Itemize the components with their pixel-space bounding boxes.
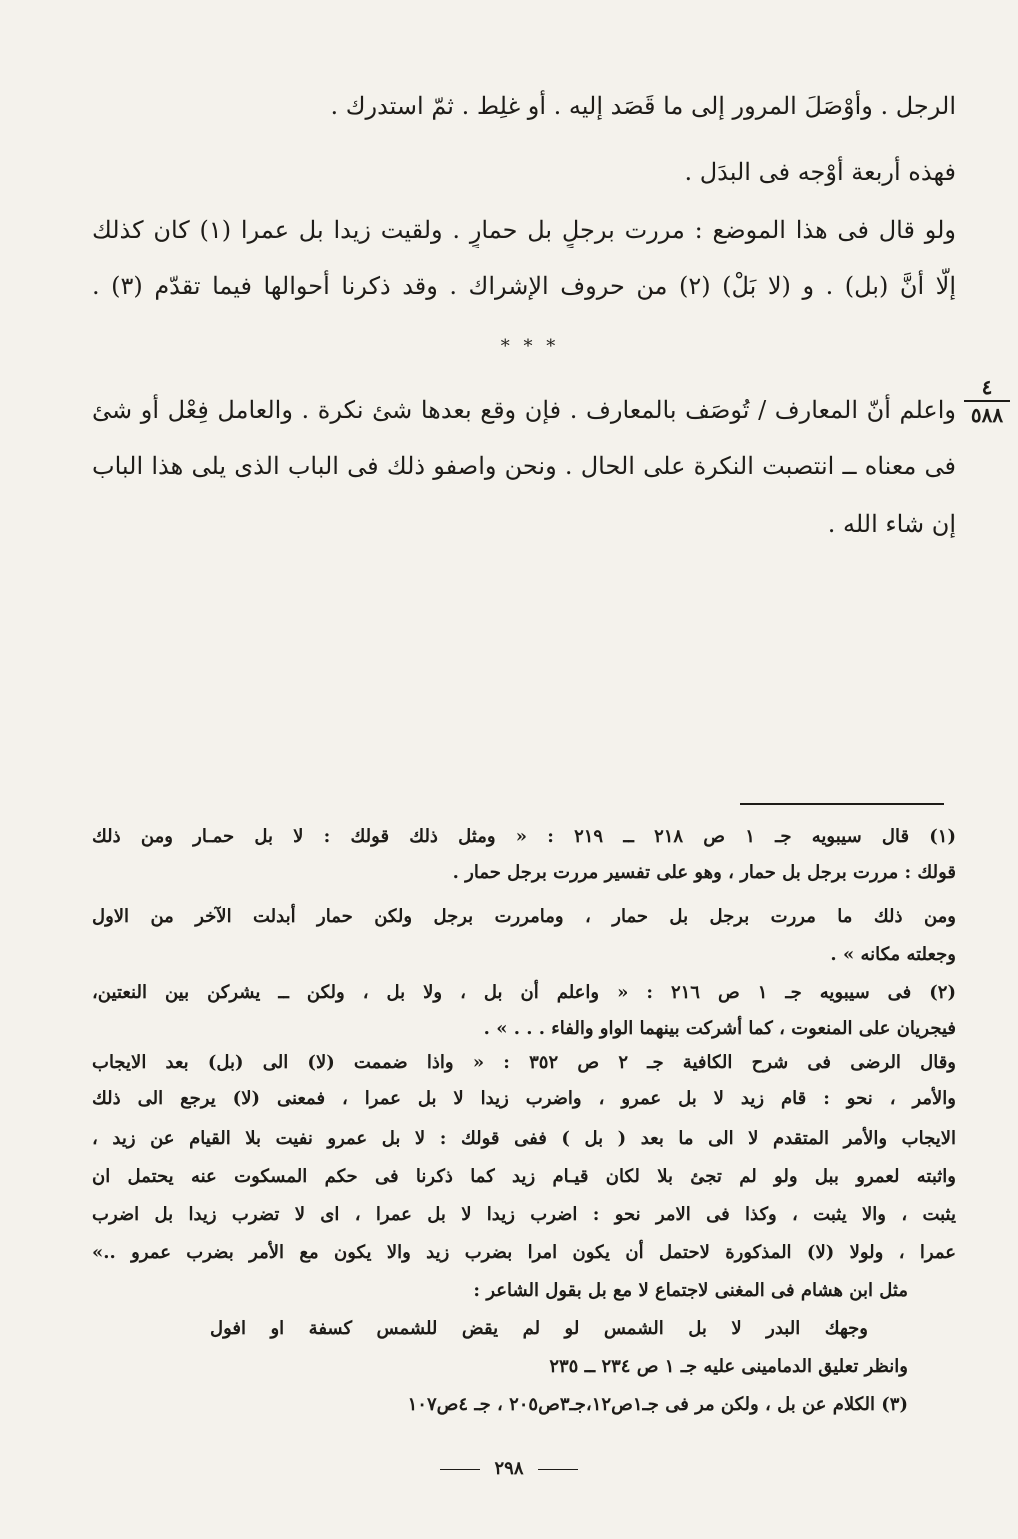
footnote-line: قولك : مررت برجل بل حمار ، وهو على تفسير مررت برجل حمار .	[452, 862, 956, 883]
footnote-line: (٣) الكلام عن بل ، ولكن مر فى جـ١ص١٢،جـ٣ص٢٠٥ ، جـ ٤ص١٠٧	[407, 1394, 908, 1415]
folio-dash	[440, 1469, 480, 1470]
main-line-2: فهذه أربعة أوْجه فى البدَل .	[684, 158, 956, 186]
footnote-line: (٢) فى سيبويه جـ ١ ص ٢١٦ : « واعلم أن بل ، ولا بل ، ولكن ــ يشركن بين النعتين،	[92, 982, 956, 1003]
footnote-rule	[740, 803, 944, 805]
footnote-line: (١) قال سيبويه جـ ١ ص ٢١٨ ــ ٢١٩ : « ومثل ذلك قولك : لا بل حمـار ومن ذلك	[92, 826, 956, 847]
main-line-4: إلّا أنَّ (بل) . و (لا بَلْ) (٢) من حروف الإشراك . وقد ذكرنا أحوالها فيما تقدّم (٣) .	[92, 272, 956, 300]
footnote-line: وجعلته مكانه » .	[830, 944, 956, 965]
margin-reference	[964, 374, 1010, 428]
footnote-line: والأمر ، نحو : قام زيد لا بل عمرو ، واضرب زيدا لا بل عمرا ، فمعنى (لا) يرجع الى ذلك	[92, 1088, 956, 1109]
folio-dash	[538, 1469, 578, 1470]
main-line-5: واعلم أنّ المعارف / تُوصَف بالمعارف . فإن وقع بعدها شئ نكرة . والعامل فِعْل أو شئ	[92, 396, 956, 424]
verse-hemistich-2: يقض للشمس كسفة او افول	[210, 1318, 499, 1339]
footnote-line: واثبته لعمرو ببل ولو لم تجئ بلا لكان قيـام زيد كما ذكرنا فى حكم المسكوت عنه يحتمل ان	[92, 1166, 956, 1187]
footnote-line: ومن ذلك ما مررت برجل بل حمار ، ومامررت برجل ولكن حمار أبدلت الآخر من الاول	[92, 906, 956, 927]
footnote-line: وقال الرضى فى شرح الكافية جـ ٢ ص ٣٥٢ : « واذا ضممت (لا) الى (بل) بعد الايجاب	[92, 1052, 956, 1073]
margin-volume: ٤	[964, 374, 1010, 402]
section-separator: * * *	[500, 336, 560, 357]
margin-page: ٥٨٨	[970, 403, 1004, 427]
footnote-line: وانظر تعليق الدمامينى عليه جـ ١ ص ٢٣٤ ــ ٢٣٥	[549, 1356, 908, 1377]
footnote-line: مثل ابن هشام فى المغنى لاجتماع لا مع بل بقول الشاعر :	[473, 1280, 908, 1301]
main-line-7: إن شاء الله .	[827, 510, 956, 538]
footnote-line: عمرا ، ولولا (لا) المذكورة لاحتمل أن يكون امرا بضرب زيد والا يكون مع الأمر بضرب عمرو ..»	[92, 1242, 956, 1263]
main-line-6: فى معناه ــ انتصبت النكرة على الحال . ونحن واصفو ذلك فى الباب الذى يلى هذا الباب	[92, 452, 956, 480]
footnote-line: فيجريان على المنعوت ، كما أشركت بينهما الواو والفاء . . . » .	[483, 1018, 956, 1039]
page-number	[0, 1458, 1018, 1479]
page-number-text: ٢٩٨	[494, 1458, 524, 1479]
verse-line	[210, 1314, 868, 1344]
main-line-1: الرجل . وأوْصَلَ المرور إلى ما قَصَد إليه . أو غلِط . ثمّ استدرك .	[330, 92, 956, 120]
footnote-line: يثبت ، والا يثبت ، وكذا فى الامر نحو : اضرب زيدا لا بل عمرا ، اى لا تضرب زيدا بل اضرب	[92, 1204, 956, 1225]
main-line-3: ولو قال فى هذا الموضع : مررت برجلٍ بل حمارٍ . ولقيت زيدا بل عمرا (١) كان كذلك	[92, 216, 956, 244]
verse-hemistich-1: وجهك البدر لا بل الشمس لو لم	[522, 1318, 868, 1339]
footnote-line: الايجاب والأمر المتقدم لا الى ما بعد ( بل ) ففى قولك : لا بل عمرو نفيت بلا القيام عن زيد ،	[92, 1128, 956, 1149]
